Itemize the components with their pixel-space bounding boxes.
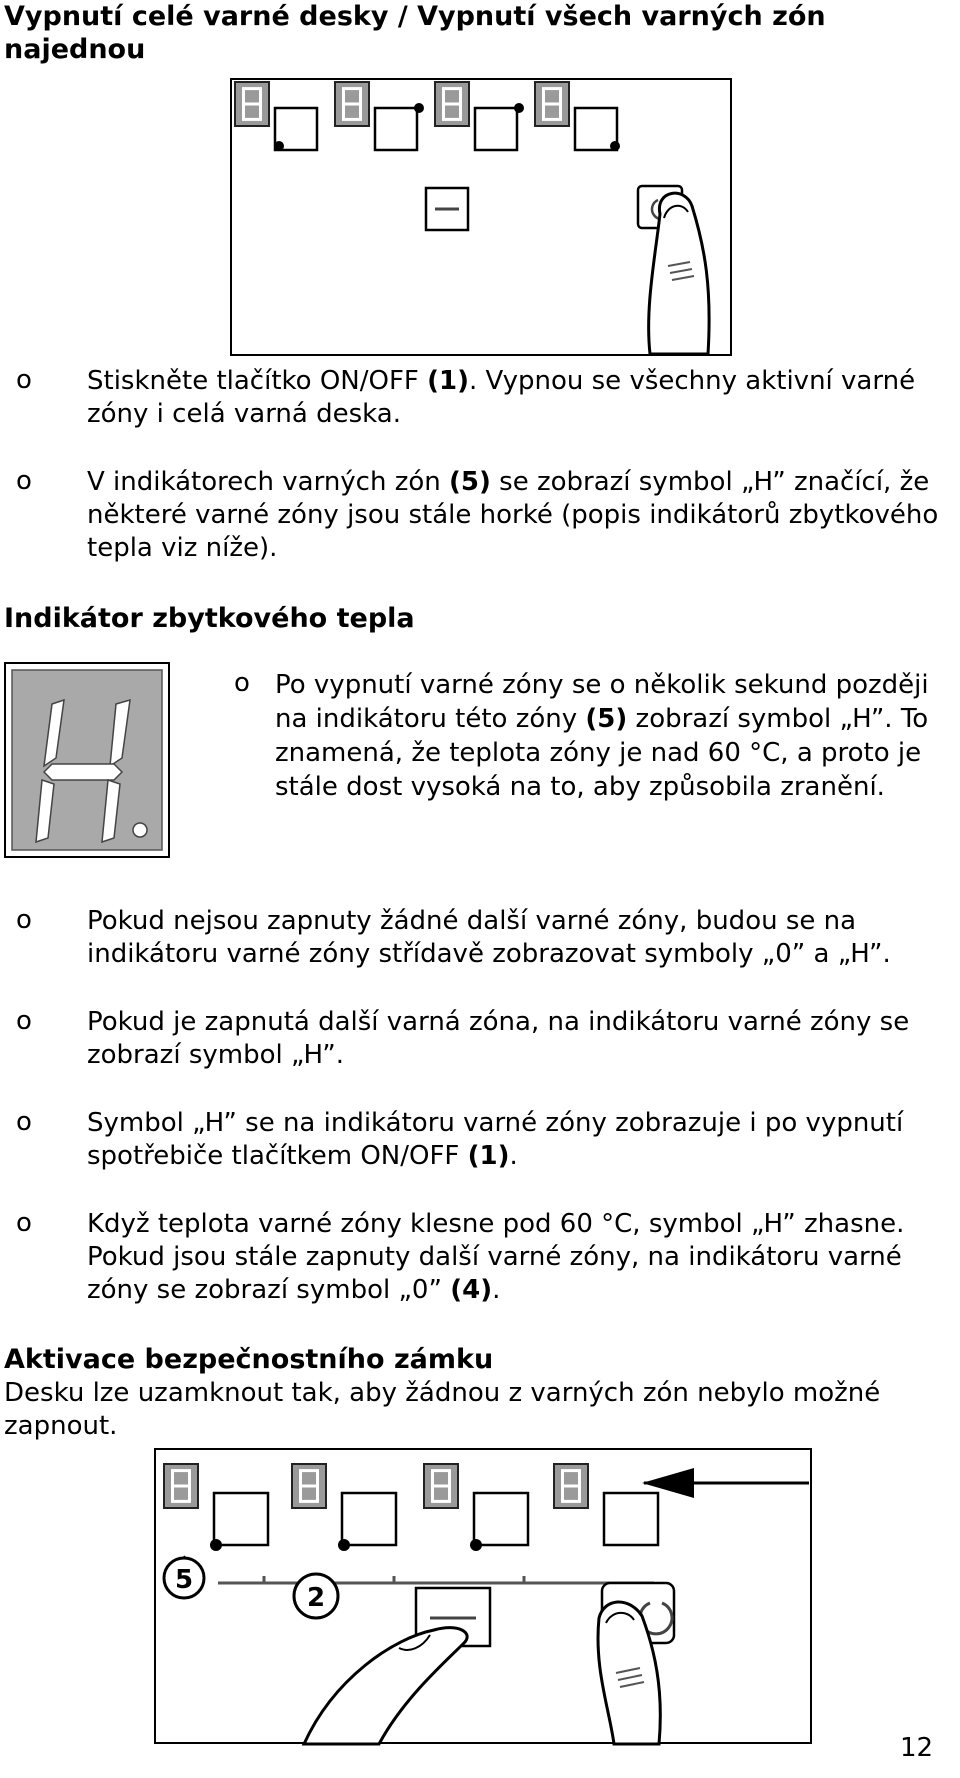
figure-control-panel-lock [154, 1448, 812, 1744]
zone-button-icon [475, 103, 524, 150]
section-title-residual-heat: Indikátor zbytkového tepla [4, 603, 415, 634]
bullet: o [234, 668, 250, 698]
list-item-text: Po vypnutí varné zóny se o několik sekund později na indikátoru této zóny (5) zobrazí symbol „H”. To znamená, že teplota zóny je nad 60 °C, a proto je stále dost vysoká na to, aby způsobila zranění. [275, 670, 929, 802]
zone-button-icon [338, 1493, 396, 1551]
list-item [0, 1208, 950, 1308]
zone-indicator-icon [235, 82, 269, 126]
zone-button-icon [274, 108, 317, 151]
list-item [0, 1107, 950, 1177]
list-item [0, 365, 950, 435]
list-item-text: Když teplota varné zóny klesne pod 60 °C, symbol „H” zhasne. Pokud jsou stále zapnuty další varné zóny, na indikátoru varné zóny se zobrazí symbol „0” (4). [87, 1209, 905, 1305]
callout-2-label: 2 [306, 1583, 326, 1613]
list-item [0, 1006, 950, 1076]
bullet: o [16, 1006, 32, 1036]
callout-5-label: 5 [174, 1565, 194, 1595]
zone-button-icon [470, 1493, 528, 1551]
zone-indicator-icon [335, 82, 369, 126]
section-title-switch-off [4, 0, 954, 66]
bullet: o [16, 905, 32, 935]
list-item-text: Symbol „H” se na indikátoru varné zóny zobrazuje i po vypnutí spotřebiče tlačítkem ON/OFF (1). [87, 1108, 904, 1171]
bullet: o [16, 466, 32, 496]
list-item [0, 466, 950, 566]
title-line-2: najednou [4, 34, 146, 65]
bullet: o [16, 365, 32, 395]
zone-indicator-icon [292, 1464, 326, 1508]
page-number: 12 [900, 1733, 934, 1763]
list-item-text: Stiskněte tlačítko ON/OFF (1). Vypnou se všechny aktivní varné zóny i celá varná deska. [87, 366, 916, 429]
section-title-safety-lock: Aktivace bezpečnostního zámku [4, 1344, 494, 1375]
list-item-text: Pokud nejsou zapnuty žádné další varné zóny, budou se na indikátoru varné zóny střídavě zobrazovat symboly „0” a „H”. [87, 906, 891, 969]
bullet: o [16, 1107, 32, 1137]
zone-button-icon [604, 1493, 658, 1545]
bullet: o [16, 1208, 32, 1238]
list-item [0, 905, 950, 975]
title-line-1: Vypnutí celé varné desky / Vypnutí všech varných zón [4, 1, 826, 32]
minus-button-icon [426, 188, 468, 230]
zone-indicator-icon [554, 1464, 588, 1508]
zone-indicator-icon [435, 82, 469, 126]
zone-indicator-icon [424, 1464, 458, 1508]
list-item [0, 668, 950, 838]
safety-lock-description: Desku lze uzamknout tak, aby žádnou z varných zón nebylo možné zapnout. [4, 1378, 881, 1441]
zone-button-icon [375, 103, 424, 150]
zone-button-icon [210, 1493, 268, 1551]
list-item-text: Pokud je zapnutá další varná zóna, na indikátoru varné zóny se zobrazí symbol „H”. [87, 1007, 910, 1070]
figure-control-panel-off [230, 78, 732, 356]
zone-indicator-icon [164, 1464, 198, 1508]
list-item-text: V indikátorech varných zón (5) se zobrazí symbol „H” značící, že některé varné zóny jsou stále horké (popis indikátorů zbytkového tepla viz níže). [87, 467, 939, 563]
zone-indicator-icon [535, 82, 569, 126]
zone-button-icon [575, 108, 620, 151]
